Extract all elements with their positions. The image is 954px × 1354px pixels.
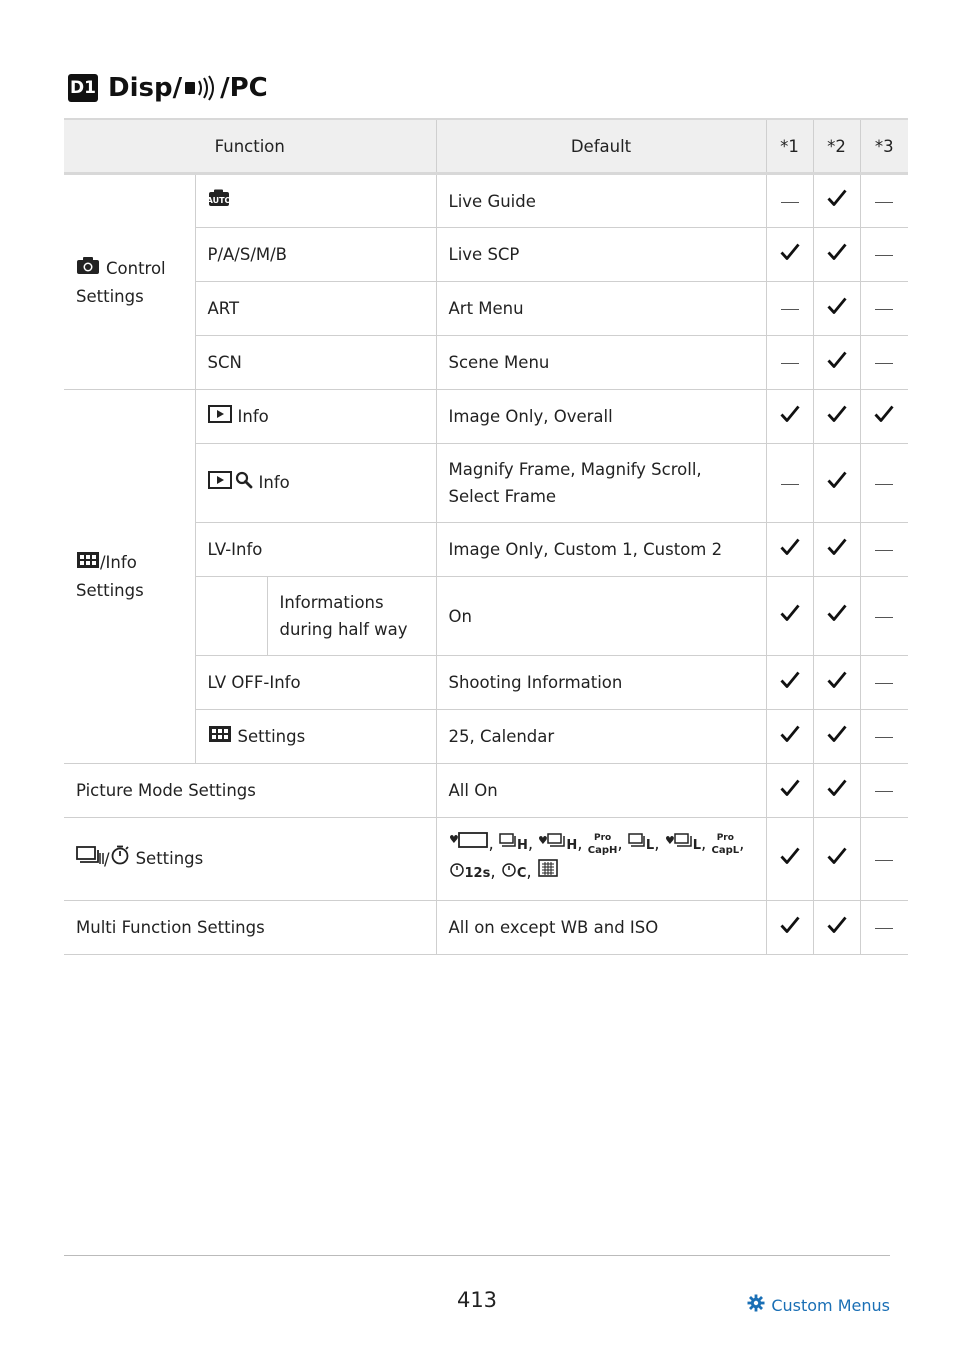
default-cell: On — [436, 577, 766, 656]
check-icon — [827, 670, 847, 697]
header-default: Default — [436, 119, 766, 174]
mark-cell — [766, 336, 813, 390]
mark-cell — [860, 901, 908, 955]
check-icon — [874, 404, 894, 431]
dash-icon — [875, 363, 893, 364]
function-cell: LV-Info — [195, 523, 436, 577]
mark-cell — [860, 818, 908, 901]
function-cell: / Settings — [64, 818, 436, 901]
mark-cell — [860, 444, 908, 523]
default-cell: Live Guide — [436, 174, 766, 228]
function-cell: LV OFF-Info — [195, 656, 436, 710]
mark-cell — [766, 577, 813, 656]
mark-cell — [766, 901, 813, 955]
mark-cell — [860, 710, 908, 764]
drive-modes-line-2: 12s, C, — [449, 859, 754, 887]
svg-text:♥: ♥ — [538, 834, 549, 847]
gear-icon — [747, 1294, 765, 1316]
dash-icon — [781, 484, 799, 485]
check-icon — [827, 915, 847, 942]
custom-menus-link[interactable] — [747, 1294, 890, 1316]
default-cell: Art Menu — [436, 282, 766, 336]
mark-cell — [766, 228, 813, 282]
default-cell: Magnify Frame, Magnify Scroll, Select Frame — [436, 444, 766, 523]
default-cell — [436, 818, 766, 901]
heart-single-icon — [449, 834, 489, 853]
function-cell: Informations during half way — [267, 577, 436, 656]
function-cell: Info — [195, 390, 436, 444]
svg-text:♥: ♥ — [448, 833, 459, 846]
dash-icon — [781, 202, 799, 203]
sound-wave-icon — [184, 75, 218, 101]
dash-icon — [781, 309, 799, 310]
table-row — [64, 390, 908, 444]
function-cell: Info — [195, 444, 436, 523]
mark-cell — [766, 710, 813, 764]
check-icon — [780, 724, 800, 751]
check-icon — [827, 724, 847, 751]
mark-cell — [766, 764, 813, 818]
default-cell: Image Only, Custom 1, Custom 2 — [436, 523, 766, 577]
sequential-l-icon — [628, 834, 646, 853]
group-info-settings — [64, 390, 195, 764]
mark-cell — [813, 764, 860, 818]
mark-cell — [813, 174, 860, 228]
check-icon — [827, 404, 847, 431]
heart-sequential-h-icon — [538, 834, 566, 853]
group-info-label: /Info Settings — [76, 553, 144, 600]
dash-icon — [875, 737, 893, 738]
playback-icon — [208, 470, 232, 497]
table-row — [64, 901, 908, 955]
check-icon — [827, 603, 847, 630]
check-icon — [827, 470, 847, 497]
group-control-settings — [64, 174, 195, 390]
mark-cell — [813, 390, 860, 444]
function-cell: Picture Mode Settings — [64, 764, 436, 818]
mark-cell — [813, 710, 860, 764]
function-cell: ART — [195, 282, 436, 336]
calendar-grid-icon — [208, 724, 232, 751]
sequential-shooting-icon — [76, 845, 104, 873]
default-cell: Live SCP — [436, 228, 766, 282]
dash-icon — [875, 617, 893, 618]
function-indent-cell — [195, 577, 267, 656]
mark-cell — [860, 764, 908, 818]
check-icon — [827, 188, 847, 215]
title-text-right: /PC — [220, 73, 268, 103]
mark-cell — [860, 577, 908, 656]
check-icon — [827, 242, 847, 269]
check-icon — [827, 846, 847, 873]
interval-timer-icon — [537, 862, 559, 881]
default-cell: Scene Menu — [436, 336, 766, 390]
self-timer-custom-icon — [501, 862, 517, 881]
header-c1: *1 — [766, 119, 813, 174]
svg-text:AUTO: AUTO — [206, 195, 231, 205]
mark-cell — [813, 228, 860, 282]
check-icon — [780, 670, 800, 697]
title-text-left: Disp/ — [108, 73, 183, 103]
dash-icon — [875, 255, 893, 256]
check-icon — [780, 404, 800, 431]
function-cell: SCN — [195, 336, 436, 390]
table-row — [64, 174, 908, 228]
settings-table — [64, 118, 908, 955]
check-icon — [780, 778, 800, 805]
mark-cell — [766, 818, 813, 901]
function-cell: Multi Function Settings — [64, 901, 436, 955]
mark-cell — [813, 577, 860, 656]
mark-cell — [813, 901, 860, 955]
mark-cell — [860, 523, 908, 577]
auto-mode-icon — [208, 192, 230, 211]
dash-icon — [875, 860, 893, 861]
default-cell: Image Only, Overall — [436, 390, 766, 444]
dash-icon — [875, 928, 893, 929]
dash-icon — [875, 309, 893, 310]
dash-icon — [875, 484, 893, 485]
check-icon — [780, 242, 800, 269]
mark-cell — [766, 390, 813, 444]
svg-text:♥: ♥ — [664, 834, 675, 847]
footer-divider — [64, 1255, 890, 1256]
mark-cell — [766, 282, 813, 336]
check-icon — [780, 846, 800, 873]
mark-cell — [860, 228, 908, 282]
mark-cell — [766, 444, 813, 523]
mark-cell — [766, 656, 813, 710]
check-icon — [827, 778, 847, 805]
mark-cell — [860, 656, 908, 710]
dash-icon — [875, 683, 893, 684]
default-cell: 25, Calendar — [436, 710, 766, 764]
mark-cell — [813, 444, 860, 523]
mark-cell — [766, 174, 813, 228]
custom-menus-label: Custom Menus — [771, 1295, 890, 1315]
magnify-icon — [235, 470, 253, 497]
mark-cell — [813, 523, 860, 577]
page-title — [68, 68, 268, 108]
header-c2: *2 — [813, 119, 860, 174]
sequential-h-icon — [499, 834, 517, 853]
mark-cell — [860, 282, 908, 336]
page-number: 413 — [456, 1288, 498, 1312]
playback-icon — [208, 404, 232, 431]
calendar-grid-icon — [76, 550, 100, 577]
table-row — [64, 764, 908, 818]
table-header-row — [64, 119, 908, 174]
mark-cell — [766, 523, 813, 577]
check-icon — [780, 915, 800, 942]
self-timer-icon — [110, 845, 130, 873]
dash-icon — [875, 202, 893, 203]
dash-icon — [781, 363, 799, 364]
check-icon — [827, 296, 847, 323]
check-icon — [827, 350, 847, 377]
default-cell: All On — [436, 764, 766, 818]
mark-cell — [813, 818, 860, 901]
check-icon — [827, 537, 847, 564]
group-control-label: Control Settings — [76, 258, 166, 306]
heart-sequential-l-icon — [665, 834, 693, 853]
function-cell — [195, 174, 436, 228]
self-timer-12s-icon — [449, 862, 465, 881]
mark-cell — [813, 282, 860, 336]
camera-icon — [76, 256, 100, 283]
mark-cell — [860, 174, 908, 228]
check-icon — [780, 603, 800, 630]
drive-modes-line-1: ♥ , H, ♥ H, Pro CapH, L, ♥ L, Pro CapL, — [448, 833, 745, 856]
mark-cell — [860, 336, 908, 390]
check-icon — [780, 537, 800, 564]
default-cell: All on except WB and ISO — [436, 901, 766, 955]
d1-badge: D1 — [68, 74, 98, 102]
mark-cell — [813, 336, 860, 390]
function-cell: P/A/S/M/B — [195, 228, 436, 282]
function-cell: Settings — [195, 710, 436, 764]
default-cell: Shooting Information — [436, 656, 766, 710]
table-row — [64, 818, 908, 901]
header-c3: *3 — [860, 119, 908, 174]
header-function: Function — [64, 119, 436, 174]
dash-icon — [875, 791, 893, 792]
mark-cell — [813, 656, 860, 710]
mark-cell — [860, 390, 908, 444]
dash-icon — [875, 550, 893, 551]
